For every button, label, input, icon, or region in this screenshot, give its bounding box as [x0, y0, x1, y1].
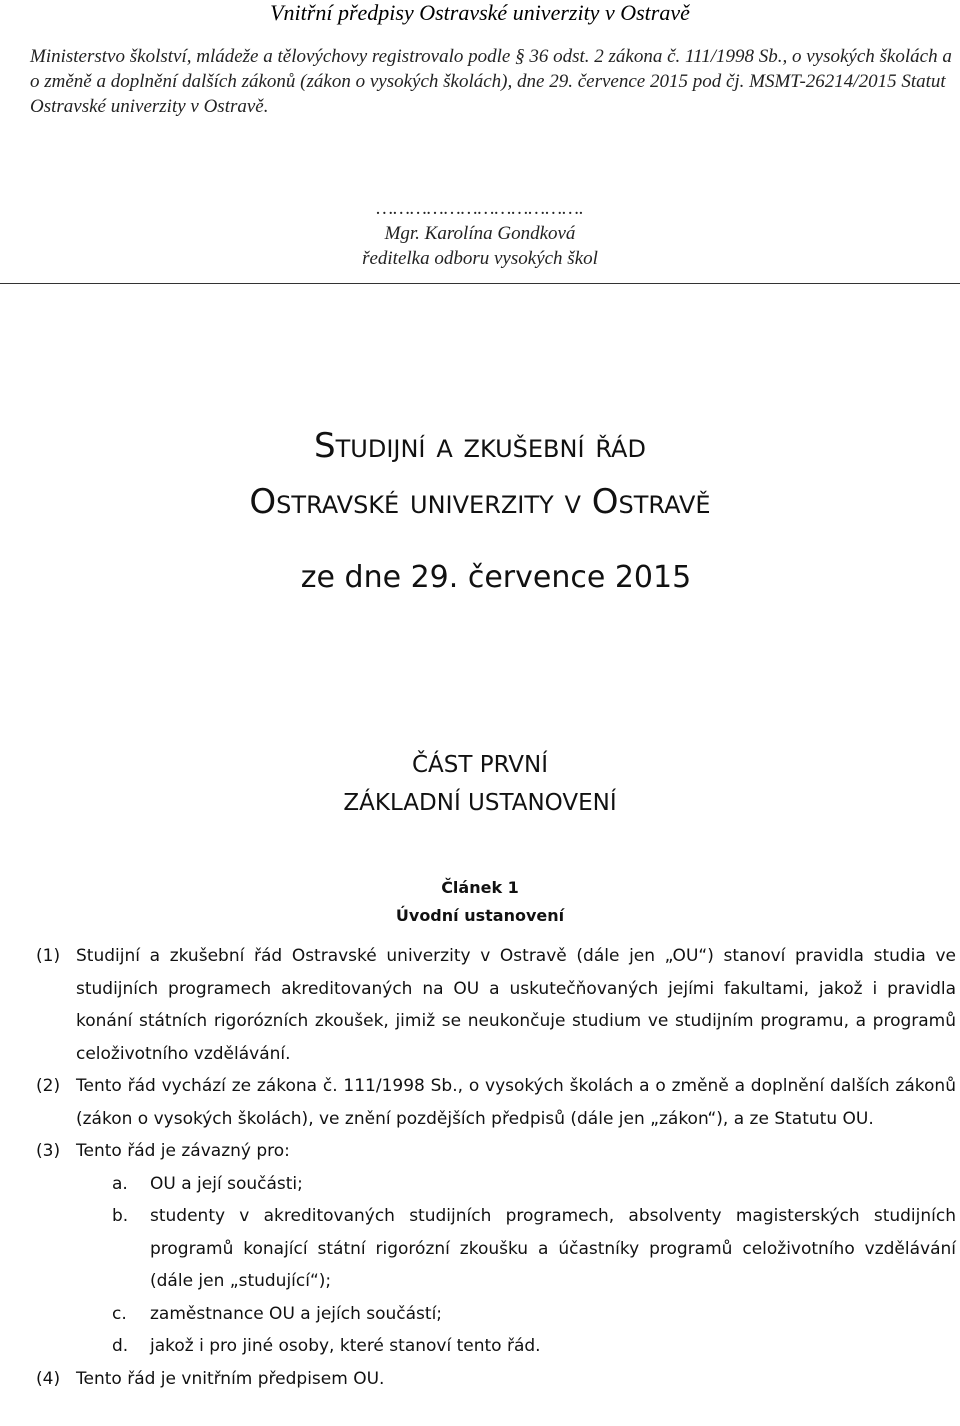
list-item [36, 1330, 956, 1363]
paragraph-text: Tento řád vychází ze zákona č. 111/1998 Sb., o vysokých školách a o změně a doplnění dalších zákonů (zákon o vysokých školách), ve znění pozdějších předpisů (dále jen „zákon“), a ze Statutu OU. [76, 1076, 956, 1129]
list-item-letter: d. [112, 1336, 129, 1356]
list-item [36, 1298, 956, 1331]
article-heading [0, 874, 960, 930]
signature-block [0, 196, 960, 271]
list-item-text: OU a její součásti; [150, 1173, 303, 1194]
paragraph-number: (3) [36, 1141, 61, 1161]
article-number: Článek 1 [441, 878, 519, 897]
document-title-line-2: Ostravské univerzity v Ostravě [249, 482, 711, 522]
paragraph [36, 1363, 956, 1396]
list-item-text: jakož i pro jiné osoby, které stanoví tento řád. [150, 1336, 541, 1356]
list-item-letter: b. [112, 1206, 129, 1226]
list-item-text: studenty v akreditovaných studijních programech, absolventy magisterských studijních programů konající státní rigorózní zkoušku a účastníky programů celoživotního vzdělávání (dále jen „studující“); [150, 1206, 956, 1291]
document-title [0, 418, 960, 530]
list-item [36, 1168, 956, 1201]
list-item-letter: a. [112, 1173, 128, 1194]
paragraph [36, 1070, 956, 1135]
document-title-line-1: Studijní a zkušební řád [314, 426, 646, 466]
paragraph-number: (4) [36, 1368, 61, 1389]
part-name: ZÁKLADNÍ USTANOVENÍ [343, 790, 617, 816]
document-header: Vnitřní předpisy Ostravské univerzity v Ostravě [270, 0, 690, 25]
list-item-letter: c. [112, 1303, 127, 1324]
signatory-role: ředitelka odboru vysokých škol [362, 248, 598, 269]
article-body [36, 940, 956, 1395]
paragraph [36, 940, 956, 1070]
signature-line: ………………………………. [376, 198, 584, 219]
document-date: ze dne 29. července 2015 [300, 560, 692, 595]
horizontal-divider [0, 283, 960, 284]
paragraph [36, 1135, 956, 1168]
paragraph-number: (1) [36, 946, 61, 966]
paragraph-number: (2) [36, 1076, 61, 1096]
paragraph-text: Tento řád je závazný pro: [76, 1141, 290, 1161]
paragraph-text: Studijní a zkušební řád Ostravské univerzity v Ostravě (dále jen „OU“) stanoví pravidla studia ve studijních programech akreditovaných na OU a uskutečňovaných jejími fakultami, jakož i pravidla konání státních rigorózních zkoušek, jimiž se neukončuje studium ve studijním programu, a programů celoživotního vzdělávání. [76, 946, 956, 1064]
part-number: ČÁST PRVNÍ [411, 752, 549, 778]
registration-note: Ministerstvo školství, mládeže a tělovýchovy registrovalo podle § 36 odst. 2 zákona č. 111/1998 Sb., o vysokých školách a o změně a doplnění dalších zákonů (zákon o vysokých školách), dne 29. července 2015 pod čj. MSMT-26214/2015 Statut Ostravské univerzity v Ostravě. [30, 46, 952, 117]
part-heading [0, 746, 960, 822]
signatory-name: Mgr. Karolína Gondková [384, 223, 576, 244]
list-item-text: zaměstnance OU a jejích součástí; [150, 1303, 443, 1324]
list-item [36, 1200, 956, 1298]
article-name: Úvodní ustanovení [395, 906, 565, 925]
paragraph-text: Tento řád je vnitřním předpisem OU. [76, 1368, 385, 1389]
